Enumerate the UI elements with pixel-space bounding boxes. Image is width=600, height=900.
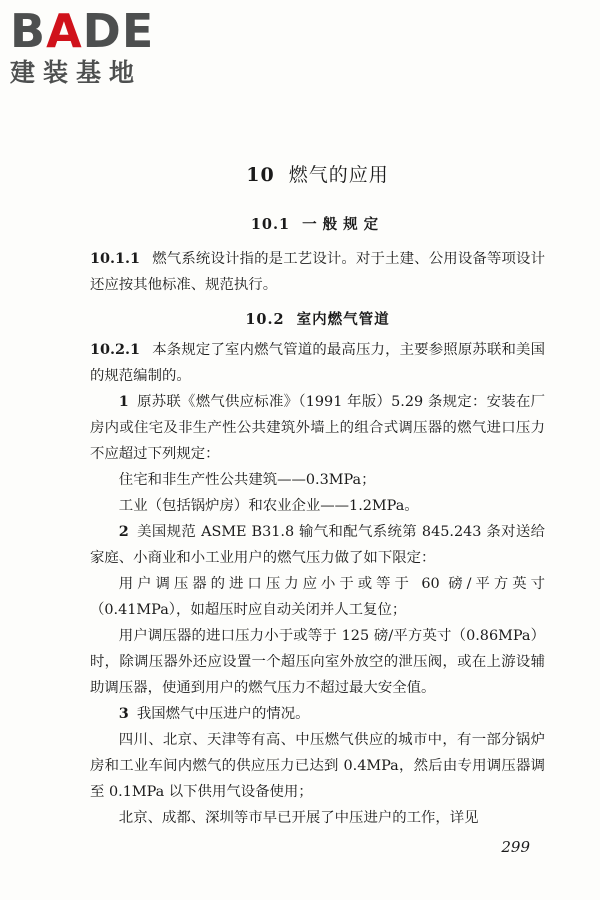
- clause-text: 燃气系统设计指的是工艺设计。对于土建、公用设备等项设计还应按其他标准、规范执行。: [90, 251, 545, 293]
- section-name: 室内燃气管道: [296, 311, 390, 328]
- list-item: [90, 701, 545, 727]
- clause-text: 本条规定了室内燃气管道的最高压力，主要参照原苏联和美国的规范编制的。: [90, 342, 545, 384]
- clause-number: 10.2.1: [90, 341, 141, 358]
- clause: [90, 337, 545, 389]
- item-number: 1: [118, 393, 129, 410]
- logo-subtitle: 建装基地: [10, 58, 143, 87]
- paragraph: 北京、成都、深圳等市早已开展了中压进户的工作，详见: [118, 810, 479, 826]
- paragraph: 用户调压器的进口压力应小于或等于 60 磅/平方英寸（0.41MPa），如超压时应自动关闭并人工复位；: [90, 576, 545, 618]
- logo-accent-letter: A: [46, 4, 83, 58]
- list-item: [90, 389, 545, 467]
- section-number: 10.2: [245, 311, 285, 328]
- clause: [90, 246, 545, 298]
- section-name: 一般规定: [302, 216, 385, 233]
- clause-number: 10.1.1: [90, 250, 141, 267]
- brand-logo: [10, 6, 175, 88]
- paragraph: 工业（包括锅炉房）和农业企业——1.2MPa。: [118, 498, 419, 514]
- item-number: 2: [118, 523, 129, 540]
- section-title: [90, 308, 545, 329]
- item-text: 美国规范 ASME B31.8 输气和配气系统第 845.243 条对送给家庭、小商业和小工业用户的燃气压力做了如下限定：: [90, 524, 545, 566]
- page-content: [90, 150, 545, 831]
- logo-wordmark: BADE: [10, 4, 155, 58]
- paragraph: 用户调压器的进口压力小于或等于 125 磅/平方英寸（0.86MPa）时，除调压器外还应设置一个超压向室外放空的泄压阀，或在上游设辅助调压器，使通到用户的燃气压力不超过最大安全值。: [90, 628, 545, 696]
- section-number: 10.1: [250, 216, 291, 233]
- chapter-title: [90, 160, 545, 187]
- chapter-number: 10: [246, 164, 275, 186]
- paragraph: 住宅和非生产性公共建筑——0.3MPa；: [118, 472, 376, 488]
- paragraph: 四川、北京、天津等有高、中压燃气供应的城市中，有一部分锅炉房和工业车间内燃气的供应压力已达到 0.4MPa，然后由专用调压器调至 0.1MPa 以下供用气设备使用；: [90, 732, 545, 800]
- item-text: 原苏联《燃气供应标准》（1991 年版）5.29 条规定：安装在厂房内或住宅及非生产性公共建筑外墙上的组合式调压器的燃气进口压力不应超过下列规定：: [90, 394, 545, 462]
- chapter-name: 燃气的应用: [288, 164, 389, 186]
- item-number: 3: [118, 705, 129, 722]
- section-title: [90, 213, 545, 234]
- list-item: [90, 519, 545, 571]
- item-text: 我国燃气中压进户的情况。: [136, 706, 310, 722]
- page-number: 299: [501, 838, 530, 856]
